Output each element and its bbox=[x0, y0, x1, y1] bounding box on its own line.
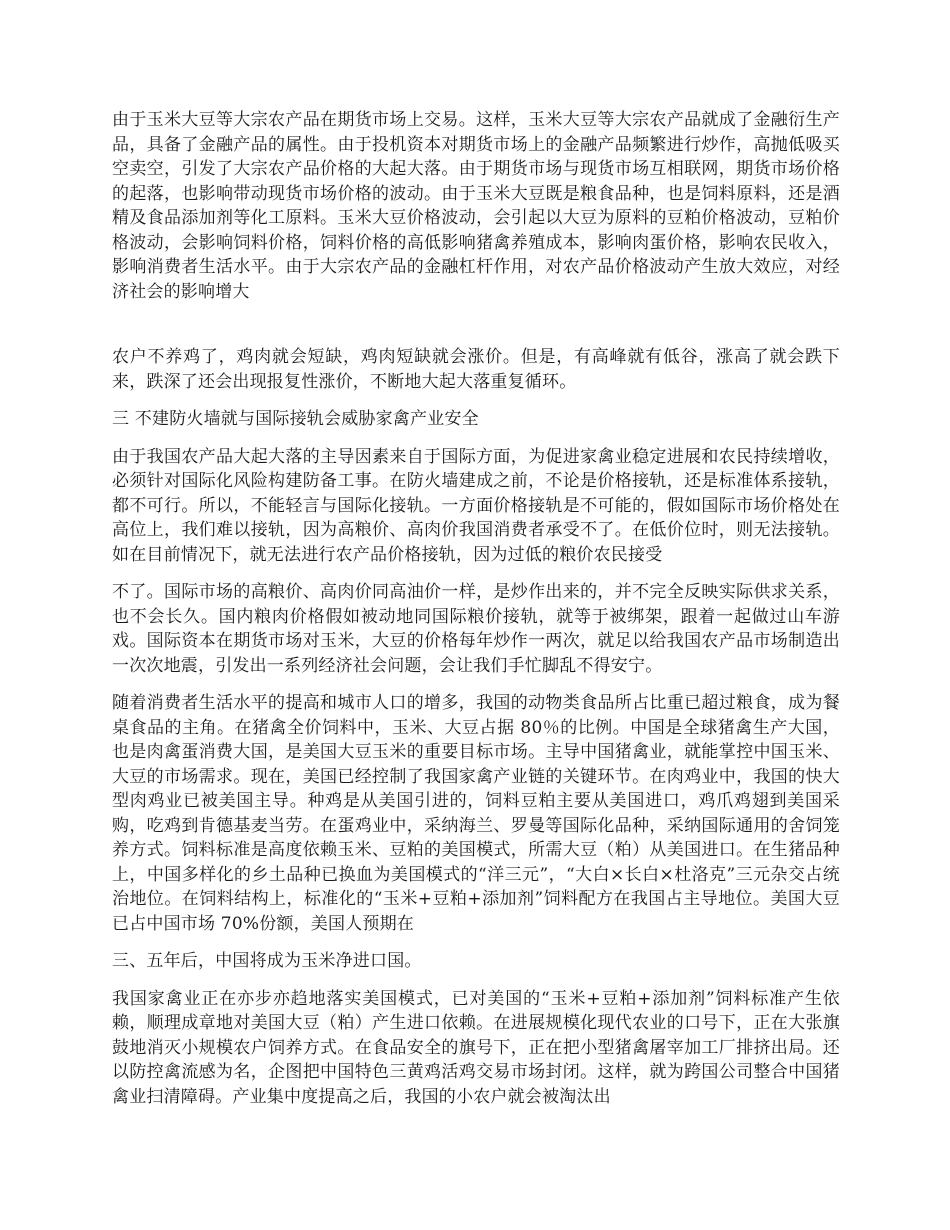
paragraph-1: 由于玉米大豆等大宗农产品在期货市场上交易。这样，玉米大豆等大宗农产品就成了金融衍生产品，具备了金融产品的属性。由于投机资本对期货市场上的金融产品频繁进行炒作，高抛低吸买空卖空，引发了大宗农产品价格的大起大落。由于期货市场与现货市场互相联网，期货市场价格的起落，也影响带动现货市场价格的波动。由于玉米大豆既是粮食品种，也是饲料原料，还是酒精及食品添加剂等化工原料。玉米大豆价格波动，会引起以大豆为原料的豆粕价格波动，豆粕价格波动，会影响饲料价格，饲料价格的高低影响猪禽养殖成本，影响肉蛋价格，影响农民收入，影响消费者生活水平。由于大宗农产品的金融杠杆作用，对农产品价格波动产生放大效应，对经济社会的影响增大 bbox=[112, 110, 840, 302]
paragraph-3: 由于我国农产品大起大落的主导因素来自于国际方面，为促进家禽业稳定进展和农民持续增收，必须针对国际化风险构建防备工事。在防火墙建成之前，不论是价格接轨，还是标准体系接轨，都不可行。所以，不能轻言与国际化接轨。一方面价格接轨是不可能的，假如国际市场价格处在高位上，我们难以接轨，因为高粮价、高肉价我国消费者承受不了。在低价位时，则无法接轨。如在目前情况下，就无法进行农产品价格接轨，因为过低的粮价农民接受 bbox=[112, 446, 840, 565]
document-body bbox=[112, 108, 840, 1122]
paragraph-5: 随着消费者生活水平的提高和城市人口的增多，我国的动物类食品所占比重已超过粮食，成为餐桌食品的主角。在猪禽全价饲料中，玉米、大豆占据 80％的比例。中国是全球猪禽生产大国，也是肉禽蛋消费大国，是美国大豆玉米的重要目标市场。主导中国猪禽业，就能掌控中国玉米、大豆的市场需求。现在，美国已经控制了我国家禽产业链的关键环节。在肉鸡业中，我国的快大型肉鸡业已被美国主导。种鸡是从美国引进的，饲料豆粕主要从美国进口，鸡爪鸡翅到美国采购，吃鸡到肯德基麦当劳。在蛋鸡业中，采纳海兰、罗曼等国际化品种，采纳国际通用的舍饲笼养方式。饲料标准是高度依赖玉米、豆粕的美国模式，所需大豆（粕）从美国进口。在生猪品种上，中国多样化的乡土品种已换血为美国模式的“洋三元”，“大白×长白×杜洛克”三元杂交占统治地位。在饲料结构上，标准化的“玉米+豆粕+添加剂”饲料配方在我国占主导地位。美国大豆已占中国市场 70%份额，美国人预期在 bbox=[112, 693, 840, 934]
paragraph-6: 三、五年后，中国将成为玉米净进口国。 bbox=[112, 951, 422, 971]
paragraph-2: 农户不养鸡了，鸡肉就会短缺，鸡肉短缺就会涨价。但是，有高峰就有低谷，涨高了就会跌下来，跌深了还会出现报复性涨价，不断地大起大落重复循环。 bbox=[112, 347, 840, 392]
section-heading: 三 不建防火墙就与国际接轨会威胁家禽产业安全 bbox=[112, 409, 479, 429]
paragraph-4: 不了。国际市场的高粮价、高肉价同高油价一样，是炒作出来的，并不完全反映实际供求关系，也不会长久。国内粮肉价格假如被动地同国际粮价接轨，就等于被绑架，跟着一起做过山车游戏。国际资本在期货市场对玉米，大豆的价格每年炒作一两次，就足以给我国农产品市场制造出一次次地震，引发出一系列经济社会问题，会让我们手忙脚乱不得安宁。 bbox=[112, 582, 840, 676]
paragraph-7: 我国家禽业正在亦步亦趋地落实美国模式，已对美国的“玉米+豆粕+添加剂”饲料标准产生依赖，顺理成章地对美国大豆（粕）产生进口依赖。在进展规模化现代农业的口号下，正在大张旗鼓地消灭小规模农户饲养方式。在食品安全的旗号下，正在把小型猪禽屠宰加工厂排挤出局。还以防控禽流感为名，企图把中国特色三黄鸡活鸡交易市场封闭。这样，就为跨国公司整合中国猪禽业扫清障碍。产业集中度提高之后，我国的小农户就会被淘汰出 bbox=[112, 988, 840, 1107]
